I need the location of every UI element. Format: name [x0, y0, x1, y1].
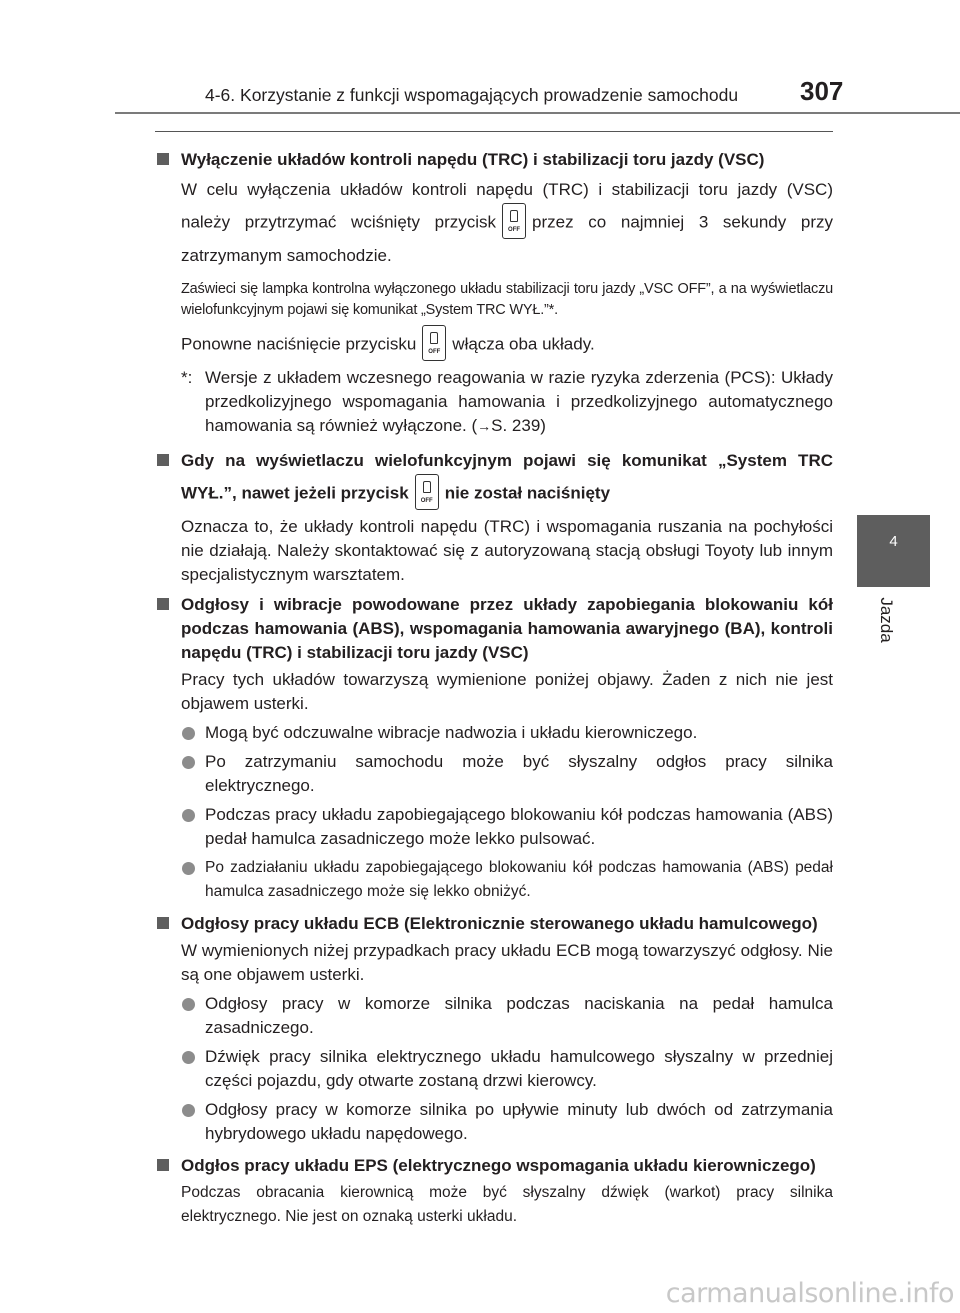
round-bullet-icon [182, 862, 195, 875]
list-item-text: Po zadziałaniu układu zapobiegającego blokowaniu kół podczas hamowania (ABS) pedał hamulca zasadniczego może się lekko obniżyć. [205, 859, 833, 900]
list-item-text: Odgłosy pracy w komorze silnika podczas naciskania na pedał hamulca zasadniczego. [205, 994, 833, 1037]
paragraph: W wymienionych niżej przypadkach pracy układu ECB mogą towarzyszyć odgłosy. Nie są one objawem usterki. [181, 941, 833, 984]
heading-text: Odgłos pracy układu EPS (elektrycznego wspomagania układu kierowniczego) [181, 1156, 816, 1175]
paragraph-text: przez co najmniej 3 sekundy przy zatrzymanym samochodzie. [181, 212, 833, 265]
heading-text: Odgłosy pracy układu ECB (Elektronicznie sterowanego układu hamulcowego) [181, 914, 818, 933]
car-skid-icon [430, 332, 438, 344]
list-item-text: Podczas pracy układu zapobiegającego blokowaniu kół podczas hamowania (ABS) pedał hamulca zasadniczego może lekko pulsować. [205, 805, 833, 848]
car-skid-icon [510, 210, 518, 222]
section-heading-trc-message [155, 446, 833, 512]
section-heading-trc-vsc-off [155, 148, 833, 172]
square-bullet-icon [157, 598, 169, 610]
square-bullet-icon [157, 454, 169, 466]
paragraph: Podczas obracania kierownicą może być słyszalny dźwięk (warkot) pracy silnika elektrycznego. Nie jest on oznaką usterki układu. [181, 1184, 833, 1225]
round-bullet-icon [182, 727, 195, 740]
vsc-off-button-icon [422, 325, 446, 361]
heading-text: nie został naciśnięty [444, 483, 611, 503]
list-item [155, 721, 833, 745]
list-item-text: Po zatrzymaniu samochodu może być słyszalny odgłos pracy silnika elektrycznego. [205, 752, 833, 795]
chapter-label-text: Jazda [877, 597, 896, 643]
section-heading-eps-noise [155, 1154, 833, 1178]
paragraph-note: Zaświeci się lampka kontrolna wyłączonego układu stabilizacji toru jazdy „VSC OFF”, a na wyświetlaczu wielofunkcyjnym pojawi się komunikat „System TRC WYŁ.”*. [181, 281, 833, 318]
watermark: carmanualsonline.info [665, 1278, 954, 1309]
list-item [155, 856, 833, 904]
car-skid-icon [423, 481, 431, 493]
list-item [155, 803, 833, 851]
footnote [155, 366, 833, 438]
list-item [155, 992, 833, 1040]
paragraph: Pracy tych układów towarzyszą wymienione poniżej objawy. Żaden z nich nie jest objawem usterki. [181, 670, 833, 713]
paragraph-text: Ponowne naciśnięcie przycisku [181, 334, 417, 354]
round-bullet-icon [182, 756, 195, 769]
content-divider [155, 131, 833, 132]
square-bullet-icon [157, 917, 169, 929]
paragraph [155, 175, 833, 271]
round-bullet-icon [182, 809, 195, 822]
list-item [155, 1045, 833, 1093]
off-label: OFF [428, 349, 441, 355]
page-reference-link[interactable]: S. 239) [491, 416, 546, 435]
paragraph-text: włącza oba układy. [452, 334, 595, 354]
heading-text: Wyłączenie układów kontroli napędu (TRC) i stabilizacji toru jazdy (VSC) [181, 150, 765, 169]
header-divider [115, 112, 960, 114]
footnote-mark: *: [181, 368, 193, 387]
off-label: OFF [508, 227, 521, 233]
round-bullet-icon [182, 998, 195, 1011]
heading-text: Gdy na wyświetlaczu wielofunkcyjnym pojawi się komunikat „System TRC WYŁ.”, nawet jeżeli przycisk [181, 451, 833, 503]
chapter-tab[interactable] [857, 515, 930, 587]
paragraph [155, 327, 833, 363]
footnote-text: Wersje z układem wczesnego reagowania w razie ryzyka zderzenia (PCS): Układy przedkolizyjnego wspomagania hamowania i przedkolizyjnego automatycznego hamowania są również wyłączone. ( [205, 368, 833, 435]
vsc-off-button-icon [415, 474, 439, 510]
round-bullet-icon [182, 1051, 195, 1064]
paragraph: Oznacza to, że układy kontroli napędu (TRC) i wspomagania ruszania na pochyłości nie działają. Należy skontaktować się z autoryzowaną stacją obsługi Toyoty lub innym specjalistycznym warsztatem. [181, 517, 833, 584]
section-heading-abs-noises [155, 593, 833, 665]
arrow-right-icon: → [477, 418, 492, 434]
heading-text: Odgłosy i wibracje powodowane przez układy zapobiegania blokowaniu kół podczas hamowania (ABS), wspomagania hamowania awaryjnego (BA), kontroli napędu (TRC) i stabilizacji toru jazdy (VSC) [181, 595, 833, 662]
list-item-text: Mogą być odczuwalne wibracje nadwozia i układu kierowniczego. [205, 723, 698, 742]
chapter-number: 4 [889, 533, 898, 550]
list-item [155, 750, 833, 798]
square-bullet-icon [157, 1159, 169, 1171]
paragraph-text: W celu wyłączenia układów kontroli napędu (TRC) i stabilizacji toru jazdy (VSC) należy przytrzymać wciśnięty przycisk [181, 180, 833, 232]
section-title: 4-6. Korzystanie z funkcji wspomagających prowadzenie samochodu [205, 85, 739, 105]
chapter-label [876, 590, 896, 650]
section-heading-ecb-noises [155, 912, 833, 936]
round-bullet-icon [182, 1104, 195, 1117]
list-item-text: Odgłosy pracy w komorze silnika po upływie minuty lub dwóch od zatrzymania hybrydowego układu napędowego. [205, 1100, 833, 1143]
vsc-off-button-icon [502, 203, 526, 239]
page-header [0, 0, 960, 112]
list-item [155, 1098, 833, 1146]
square-bullet-icon [157, 153, 169, 165]
page-content [155, 145, 833, 1229]
list-item-text: Dźwięk pracy silnika elektrycznego układu hamulcowego słyszalny w przedniej części pojazdu, gdy otwarte zostaną drzwi kierowcy. [205, 1047, 833, 1090]
page-number: 307 [800, 76, 844, 106]
off-label: OFF [420, 498, 433, 504]
